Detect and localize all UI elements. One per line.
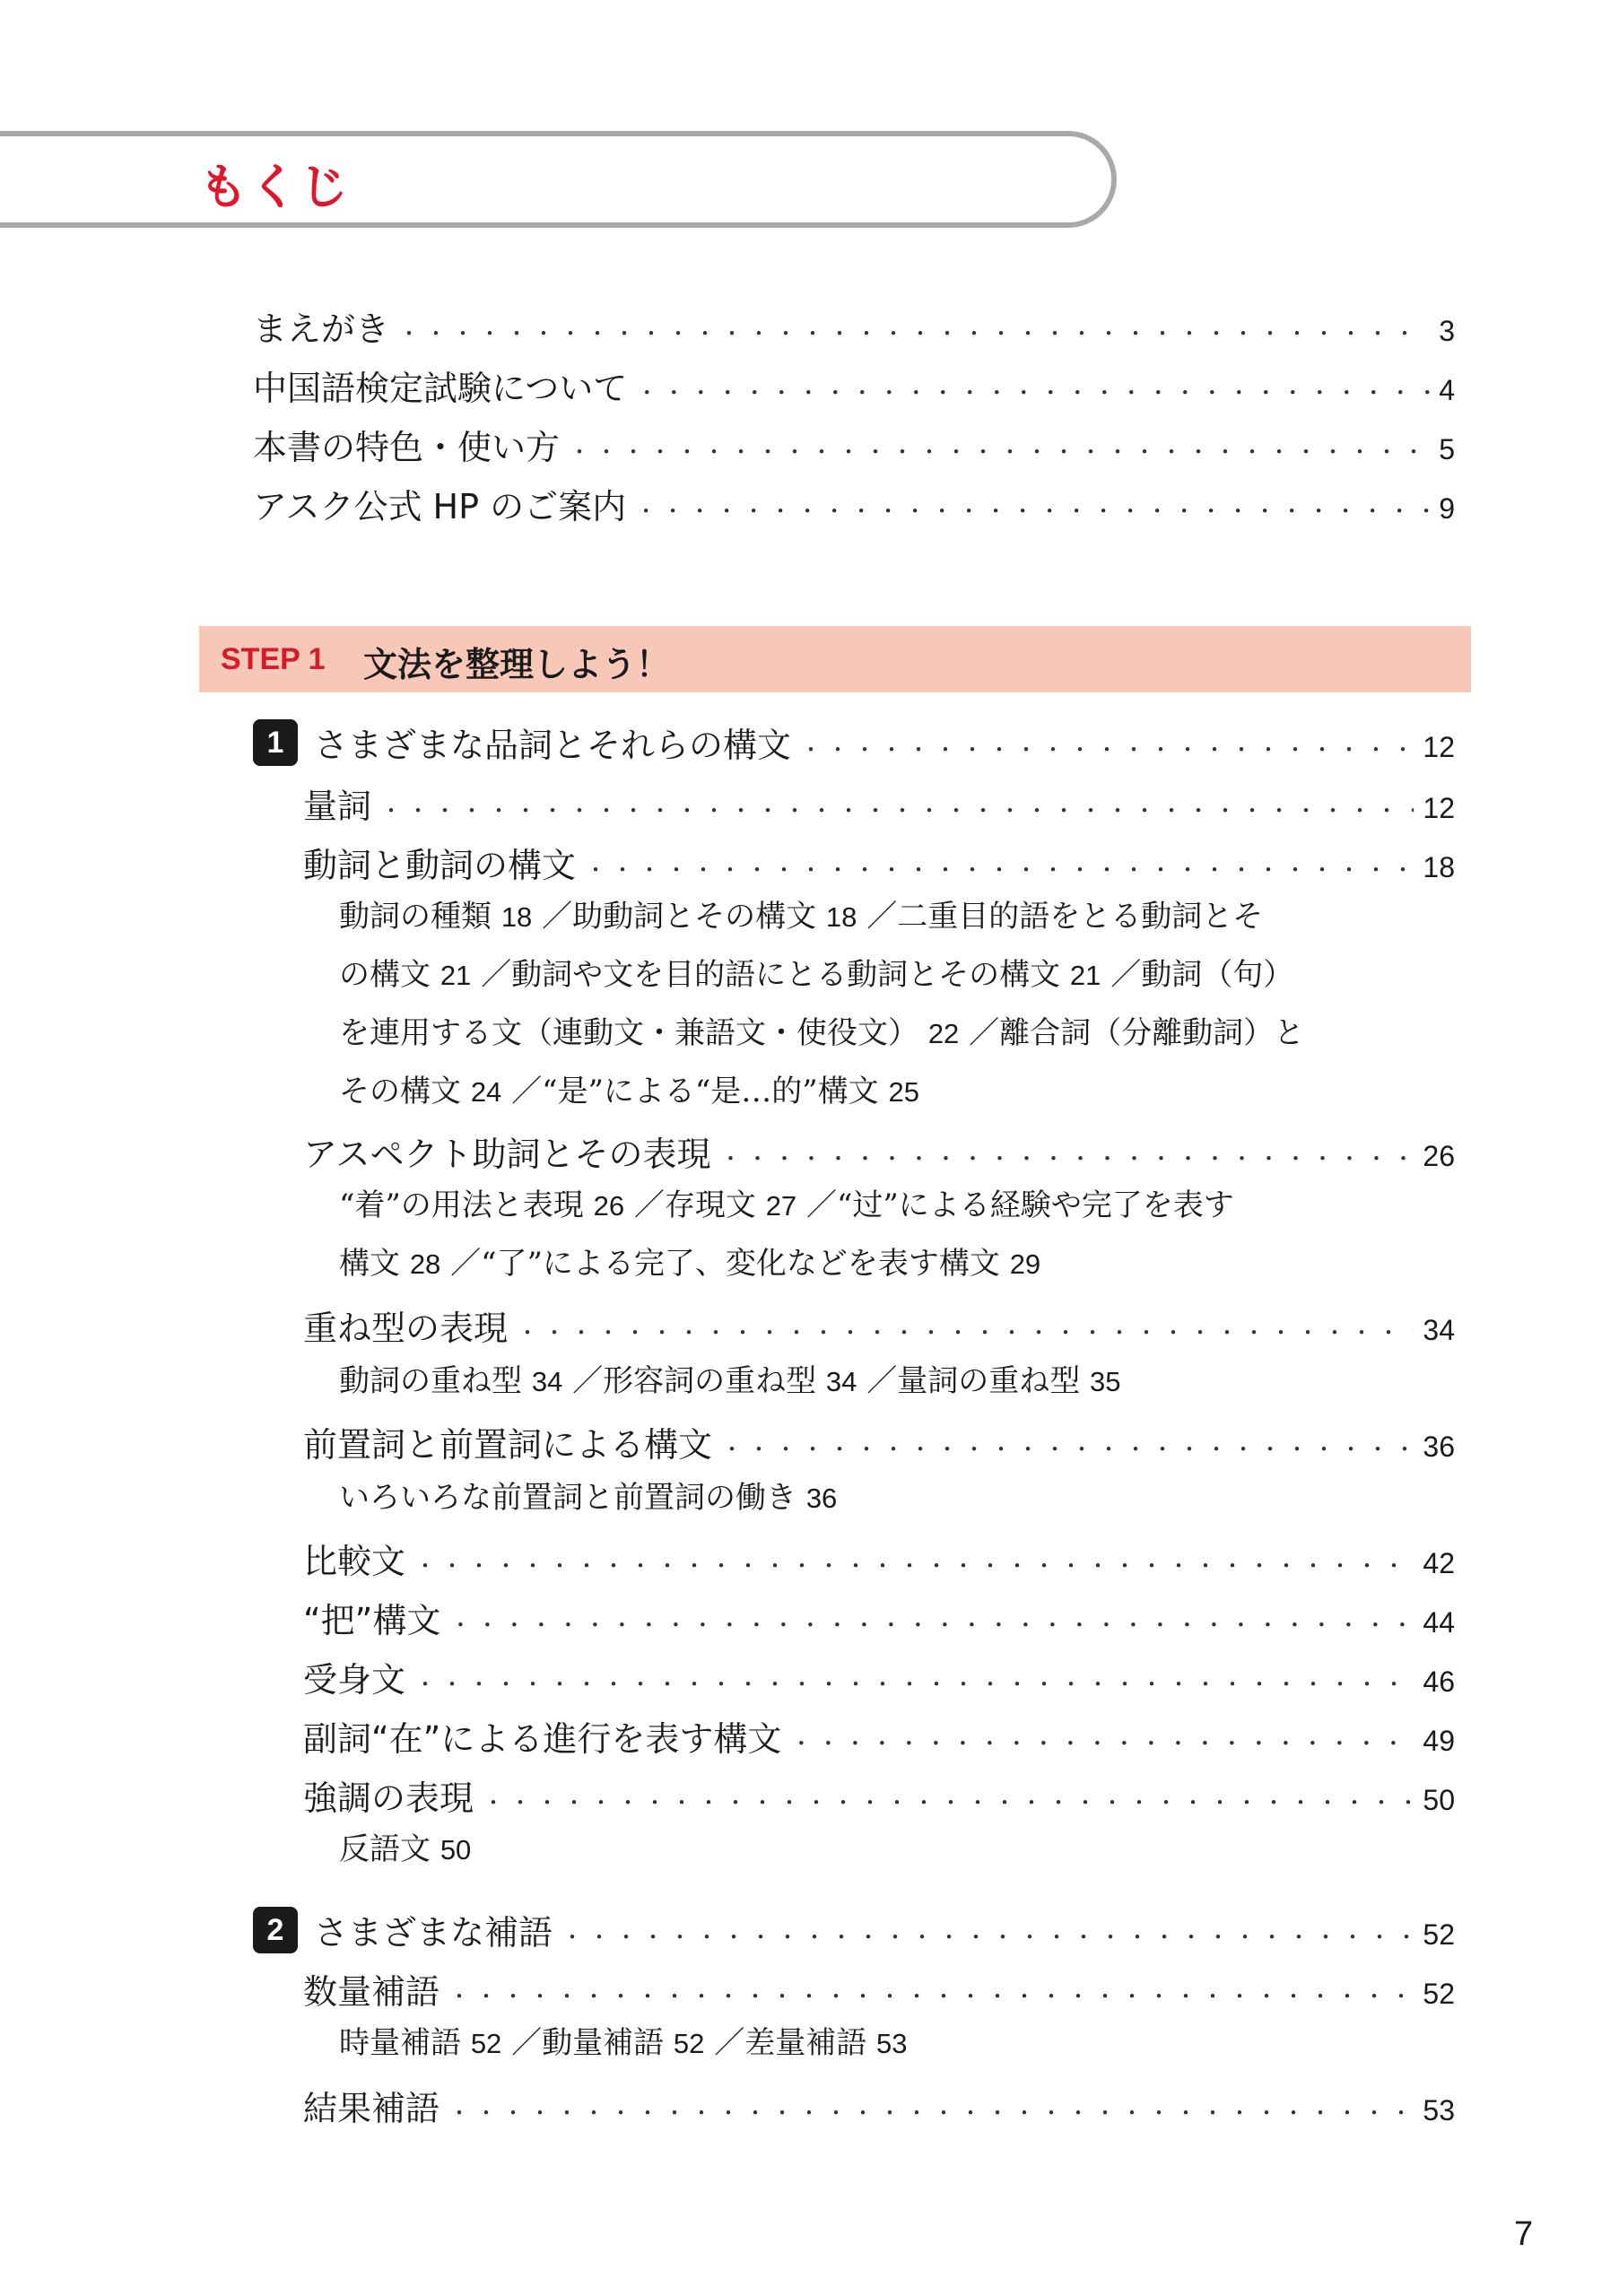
subtopic-list bbox=[339, 1821, 1397, 1879]
subtopic-page: 53 bbox=[876, 2028, 908, 2059]
entry-title: 結果補語 bbox=[303, 2089, 440, 2128]
entry-page: 12 bbox=[1423, 792, 1455, 824]
subtopic-page: 24 bbox=[470, 1076, 502, 1108]
dot-leader bbox=[585, 852, 1414, 883]
subtopic-page: 52 bbox=[673, 2028, 705, 2059]
dot-leader bbox=[719, 1141, 1414, 1172]
entry-page: 46 bbox=[1423, 1665, 1455, 1698]
header-tab bbox=[0, 131, 1117, 228]
entry-title: 前置詞と前置詞による構文 bbox=[303, 1425, 713, 1465]
subtopic-page: 27 bbox=[765, 1190, 797, 1222]
subtopic-text: ／量詞の重ね型 bbox=[866, 1363, 1081, 1399]
toc-entry[interactable] bbox=[303, 1417, 1455, 1466]
chapter-page: 12 bbox=[1423, 731, 1455, 763]
subtopic-text: いろいろな前置詞と前置詞の働き bbox=[339, 1480, 796, 1516]
step-label: STEP 1 bbox=[221, 642, 326, 676]
subtopic-text: 動詞の重ね型 bbox=[339, 1363, 522, 1399]
dot-leader bbox=[517, 1315, 1414, 1346]
subtopic-text: 動詞の種類 bbox=[339, 899, 492, 935]
subtopic-list bbox=[339, 888, 1397, 1121]
entry-title: 受身文 bbox=[303, 1660, 406, 1700]
dot-leader bbox=[561, 1919, 1414, 1951]
entry-page: 52 bbox=[1423, 1978, 1455, 2010]
subtopic-page: 18 bbox=[825, 901, 857, 933]
subtopic-text: ／動詞（句） bbox=[1110, 957, 1294, 993]
subtopic-line bbox=[339, 1004, 1397, 1063]
toc-entry[interactable] bbox=[253, 479, 1455, 528]
dot-leader bbox=[721, 1431, 1414, 1463]
subtopic-list bbox=[339, 1469, 1397, 1527]
entry-page: 18 bbox=[1423, 851, 1455, 883]
subtopic-line bbox=[339, 1063, 1397, 1121]
entry-title: アスク公式 HP のご案内 bbox=[253, 487, 627, 526]
dot-leader bbox=[448, 1979, 1414, 2010]
toc-entry[interactable] bbox=[303, 1534, 1455, 1583]
toc-entry[interactable] bbox=[303, 2081, 1455, 2130]
dot-leader bbox=[449, 1607, 1414, 1639]
subtopic-text: ／形容詞の重ね型 bbox=[572, 1363, 817, 1399]
subtopic-text: 構文 bbox=[339, 1246, 400, 1282]
toc-entry[interactable] bbox=[303, 1300, 1455, 1350]
subtopic-text: “着”の用法と表現 bbox=[339, 1187, 584, 1223]
entry-page: 4 bbox=[1439, 374, 1455, 406]
entry-title: 本書の特色・使い方 bbox=[253, 428, 561, 467]
subtopic-line bbox=[339, 2014, 1397, 2073]
entry-page: 3 bbox=[1439, 315, 1455, 347]
entry-title: 量詞 bbox=[303, 787, 372, 826]
chapter-entry[interactable] bbox=[253, 1905, 1455, 1954]
toc-entry[interactable] bbox=[303, 1126, 1455, 1176]
entry-page: 53 bbox=[1423, 2094, 1455, 2126]
toc-entry[interactable] bbox=[303, 778, 1455, 828]
chapter-number-badge: 2 bbox=[253, 1907, 298, 1953]
subtopic-text: 反語文 bbox=[339, 1831, 431, 1867]
entry-page: 50 bbox=[1423, 1784, 1455, 1816]
subtopic-line bbox=[339, 1352, 1397, 1411]
subtopic-line bbox=[339, 888, 1397, 946]
subtopic-page: 28 bbox=[409, 1248, 441, 1280]
chapter-title: さまざまな品詞とそれらの構文 bbox=[314, 726, 792, 765]
dot-leader bbox=[414, 1666, 1414, 1698]
subtopic-list bbox=[339, 1177, 1397, 1293]
chapter-title: さまざまな補語 bbox=[314, 1913, 553, 1952]
page-number: 7 bbox=[1514, 2215, 1534, 2253]
entry-title: “把”構文 bbox=[303, 1601, 441, 1640]
subtopic-list bbox=[339, 1352, 1397, 1411]
dot-leader bbox=[636, 375, 1430, 406]
entry-page: 49 bbox=[1423, 1725, 1455, 1757]
entry-title: 動詞と動詞の構文 bbox=[303, 846, 577, 885]
subtopic-page: 29 bbox=[1009, 1248, 1041, 1280]
subtopic-page: 50 bbox=[440, 1834, 472, 1866]
subtopic-page: 36 bbox=[805, 1483, 838, 1514]
subtopic-page: 52 bbox=[470, 2028, 502, 2059]
entry-page: 44 bbox=[1423, 1606, 1455, 1639]
toc-entry[interactable] bbox=[253, 420, 1455, 469]
subtopic-page: 25 bbox=[888, 1076, 919, 1108]
subtopic-text: ／動量補語 bbox=[511, 2025, 665, 2061]
toc-entry[interactable] bbox=[253, 361, 1455, 410]
subtopic-page: 35 bbox=[1090, 1366, 1121, 1397]
dot-leader bbox=[569, 434, 1430, 465]
subtopic-line bbox=[339, 1469, 1397, 1527]
subtopic-text: 時量補語 bbox=[339, 2025, 461, 2061]
entry-page: 26 bbox=[1423, 1140, 1455, 1172]
dot-leader bbox=[398, 316, 1430, 347]
subtopic-text: ／“了”による完了、変化などを表す構文 bbox=[450, 1246, 1000, 1282]
subtopic-page: 21 bbox=[440, 960, 472, 991]
subtopic-text: その構文 bbox=[339, 1074, 461, 1109]
entry-page: 42 bbox=[1423, 1547, 1455, 1579]
entry-title: 副詞“在”による進行を表す構文 bbox=[303, 1719, 782, 1759]
subtopic-page: 18 bbox=[500, 901, 533, 933]
dot-leader bbox=[414, 1548, 1414, 1579]
toc-entry[interactable] bbox=[303, 1770, 1455, 1820]
entry-title: アスペクト助詞とその表現 bbox=[303, 1135, 711, 1174]
entry-page: 34 bbox=[1423, 1314, 1455, 1346]
chapter-entry[interactable] bbox=[253, 718, 1455, 767]
subtopic-text: ／“过”による経験や完了を表す bbox=[805, 1187, 1234, 1223]
toc-entry[interactable] bbox=[303, 838, 1455, 887]
toc-entry[interactable] bbox=[253, 301, 1455, 351]
subtopic-text: ／離合詞（分離動詞）と bbox=[969, 1015, 1305, 1051]
toc-entry[interactable] bbox=[303, 1652, 1455, 1701]
subtopic-line bbox=[339, 1235, 1397, 1293]
subtopic-text: ／動詞や文を目的語にとる動詞とその構文 bbox=[481, 957, 1061, 993]
toc-entry[interactable] bbox=[303, 1964, 1455, 2013]
entry-title: 比較文 bbox=[303, 1542, 406, 1581]
subtopic-text: ／二重目的語をとる動詞とそ bbox=[866, 899, 1264, 935]
subtopic-text: ／差量補語 bbox=[714, 2025, 867, 2061]
subtopic-page: 21 bbox=[1069, 960, 1101, 991]
subtopic-text: ／助動詞とその構文 bbox=[542, 899, 817, 935]
entry-page: 5 bbox=[1439, 433, 1455, 465]
subtopic-page: 34 bbox=[531, 1366, 563, 1397]
chapter-page: 52 bbox=[1423, 1918, 1455, 1951]
entry-title: まえがき bbox=[253, 309, 390, 349]
subtopic-page: 26 bbox=[593, 1190, 625, 1222]
subtopic-text: ／“是”による“是…的”構文 bbox=[511, 1074, 879, 1109]
subtopic-text: ／存現文 bbox=[633, 1187, 756, 1223]
entry-title: 強調の表現 bbox=[303, 1779, 474, 1818]
step-title: 文法を整理しよう！ bbox=[363, 645, 671, 684]
dot-leader bbox=[448, 2095, 1414, 2126]
entry-title: 中国語検定試験について bbox=[253, 369, 628, 408]
chapter-number-badge: 1 bbox=[253, 719, 298, 766]
entry-title: 重ね型の表現 bbox=[303, 1309, 509, 1348]
subtopic-page: 34 bbox=[825, 1366, 857, 1397]
subtopic-text: の構文 bbox=[339, 957, 431, 993]
dot-leader bbox=[483, 1785, 1414, 1816]
page-title: もくじ bbox=[199, 159, 350, 215]
entry-page: 36 bbox=[1423, 1431, 1455, 1463]
toc-entry[interactable] bbox=[303, 1593, 1455, 1642]
subtopic-line bbox=[339, 1821, 1397, 1879]
subtopic-line bbox=[339, 1177, 1397, 1235]
toc-entry[interactable] bbox=[303, 1711, 1455, 1761]
dot-leader bbox=[635, 493, 1430, 525]
subtopic-page: 22 bbox=[927, 1018, 960, 1049]
dot-leader bbox=[800, 732, 1414, 763]
subtopic-text: を連用する文（連動文・兼語文・使役文） bbox=[339, 1015, 918, 1051]
subtopic-line bbox=[339, 946, 1397, 1004]
entry-title: 数量補語 bbox=[303, 1972, 440, 2012]
dot-leader bbox=[380, 793, 1414, 824]
entry-page: 9 bbox=[1439, 492, 1455, 525]
subtopic-list bbox=[339, 2014, 1397, 2073]
dot-leader bbox=[790, 1726, 1414, 1757]
